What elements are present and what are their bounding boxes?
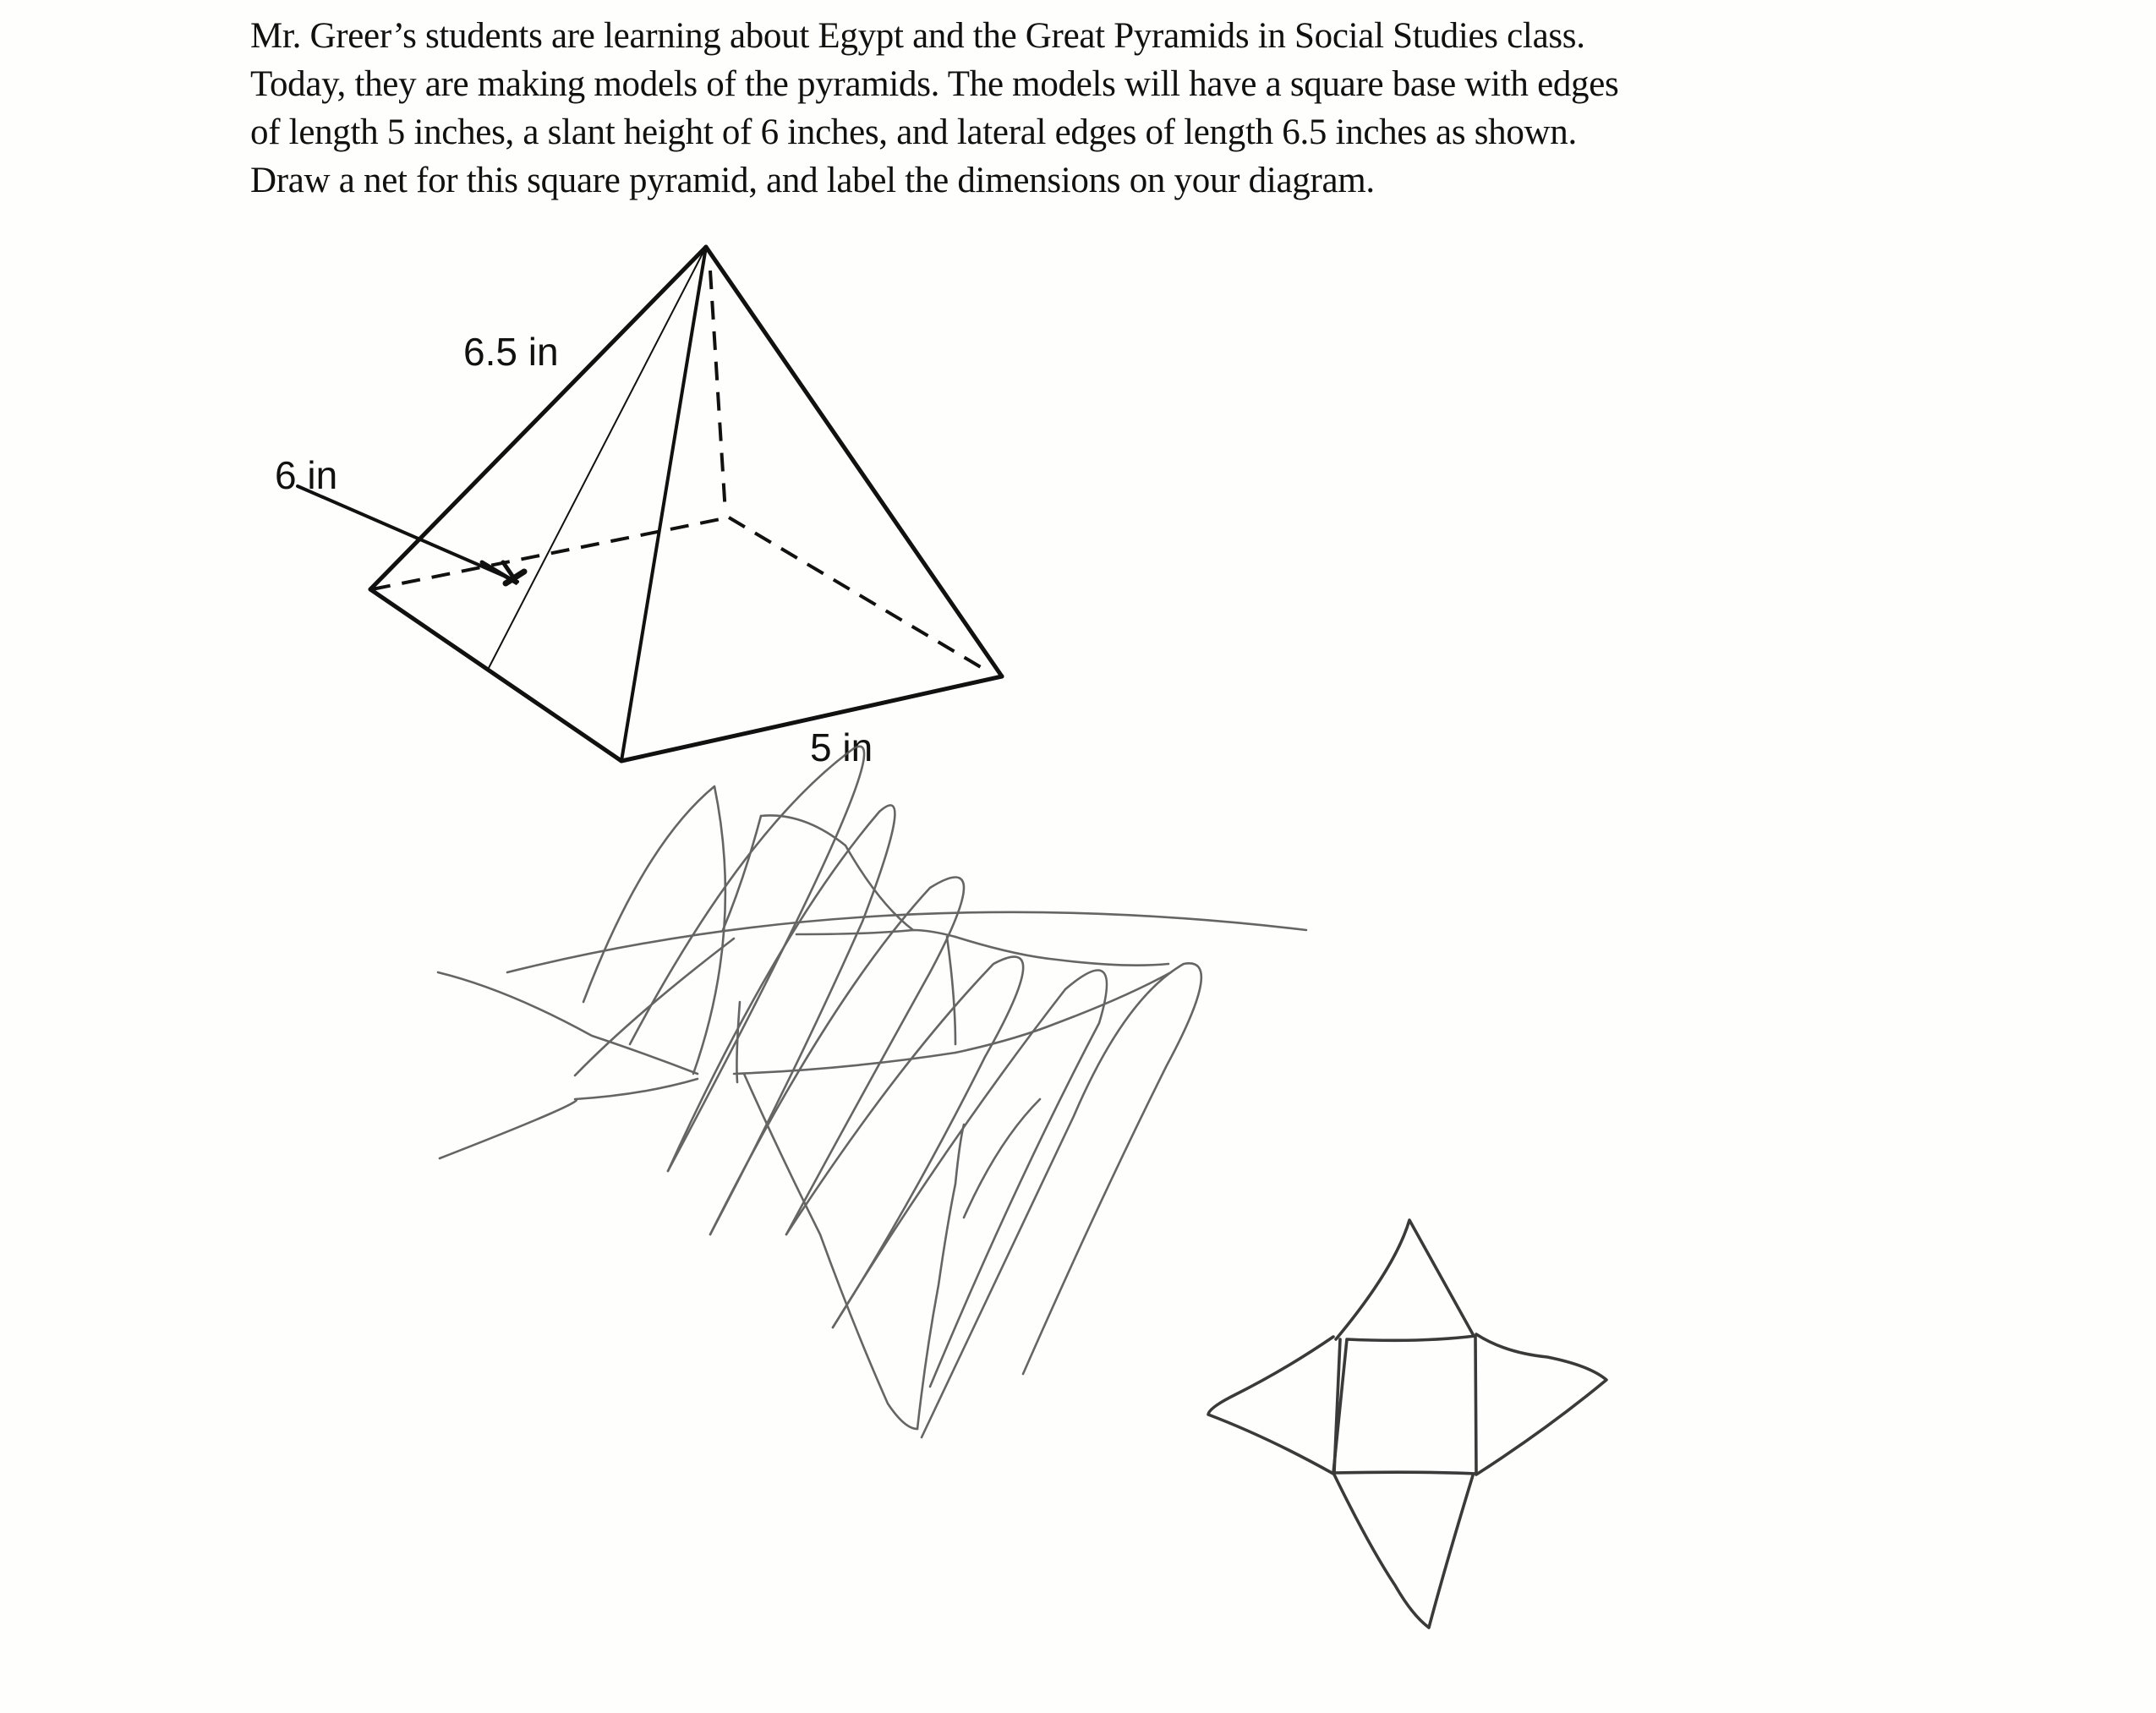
slant-height-label: 6 in <box>275 453 338 497</box>
net-left-face <box>1208 1337 1333 1474</box>
net-bottom-face <box>1334 1475 1473 1628</box>
prompt-line-2: Today, they are making models of the pyramids. The models will have a square base with edges <box>250 64 1619 104</box>
prompt-line-3: of length 5 inches, a slant height of 6 inches, and lateral edges of length 6.5 inches as shown. <box>250 112 1577 152</box>
net-top-face <box>1336 1220 1473 1339</box>
prompt-line-4: Draw a net for this square pyramid, and label the dimensions on your diagram. <box>250 161 1375 200</box>
lateral-edge-label: 6.5 in <box>463 330 559 374</box>
net-square-base <box>1333 1336 1476 1474</box>
prompt-line-1: Mr. Greer’s students are learning about Egypt and the Great Pyramids in Social Studies class. <box>250 16 1585 56</box>
base-edge-label: 5 in <box>810 725 873 769</box>
net-right-face <box>1476 1334 1606 1475</box>
